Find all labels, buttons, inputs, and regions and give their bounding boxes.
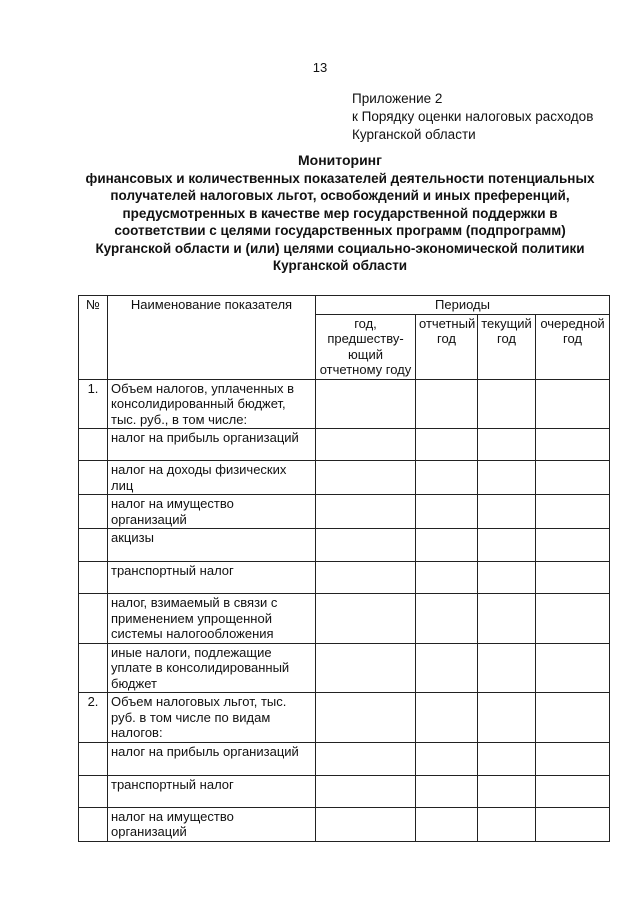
- row-number: [79, 742, 108, 775]
- row-number: [79, 594, 108, 644]
- cell-next-year: [536, 562, 610, 594]
- row-indicator: налог на прибыль организаций: [108, 429, 316, 461]
- row-number: [79, 562, 108, 594]
- cell-next-year: [536, 429, 610, 461]
- appendix-line-3: Курганской области: [352, 127, 476, 142]
- row-number: [79, 807, 108, 841]
- cell-next-year: [536, 775, 610, 807]
- cell-current-year: [478, 807, 536, 841]
- cell-next-year: [536, 379, 610, 429]
- row-number: [79, 643, 108, 693]
- row-indicator: иные налоги, подлежащие уплате в консолидированный бюджет: [108, 643, 316, 693]
- cell-current-year: [478, 742, 536, 775]
- cell-current-year: [478, 693, 536, 743]
- row-number: 2.: [79, 693, 108, 743]
- cell-reporting-year: [416, 562, 478, 594]
- cell-next-year: [536, 693, 610, 743]
- table-row: [79, 807, 610, 841]
- cell-next-year: [536, 643, 610, 693]
- document-title: [60, 152, 620, 275]
- cell-reporting-year: [416, 495, 478, 529]
- column-header-periods: Периоды: [316, 296, 610, 315]
- cell-reporting-year: [416, 693, 478, 743]
- row-indicator: Объем налогов, уплаченных в консолидированный бюджет, тыс. руб., в том числе:: [108, 379, 316, 429]
- row-indicator: акцизы: [108, 529, 316, 562]
- column-header-previous-year: год, предшеству-ющий отчетному году: [316, 314, 416, 379]
- cell-reporting-year: [416, 529, 478, 562]
- row-indicator: налог, взимаемый в связи с применением упрощенной системы налогообложения: [108, 594, 316, 644]
- cell-current-year: [478, 594, 536, 644]
- cell-previous-year: [316, 562, 416, 594]
- title-line-6: Курганской области: [272, 258, 408, 273]
- cell-reporting-year: [416, 594, 478, 644]
- row-number: [79, 529, 108, 562]
- cell-current-year: [478, 529, 536, 562]
- cell-previous-year: [316, 429, 416, 461]
- column-header-indicator: Наименование показателя: [108, 296, 316, 380]
- table-row: [79, 562, 610, 594]
- row-number: [79, 461, 108, 495]
- column-header-next-year: очередной год: [536, 314, 610, 379]
- cell-previous-year: [316, 495, 416, 529]
- cell-current-year: [478, 429, 536, 461]
- table-row: [79, 379, 610, 429]
- table-row: [79, 594, 610, 644]
- cell-reporting-year: [416, 643, 478, 693]
- cell-previous-year: [316, 693, 416, 743]
- cell-next-year: [536, 807, 610, 841]
- title-line-4: соответствии с целями государственных программ (подпрограмм): [114, 223, 566, 238]
- cell-previous-year: [316, 643, 416, 693]
- cell-previous-year: [316, 775, 416, 807]
- title-line-1: финансовых и количественных показателей деятельности потенциальных: [85, 170, 595, 186]
- cell-current-year: [478, 461, 536, 495]
- cell-current-year: [478, 562, 536, 594]
- table-row: [79, 775, 610, 807]
- cell-next-year: [536, 461, 610, 495]
- cell-previous-year: [316, 461, 416, 495]
- appendix-reference: [352, 90, 593, 144]
- monitoring-table: [78, 295, 610, 842]
- row-number: [79, 429, 108, 461]
- appendix-line-1: Приложение 2: [352, 91, 443, 106]
- cell-next-year: [536, 529, 610, 562]
- column-header-number: №: [79, 296, 108, 380]
- column-header-current-year: текущий год: [478, 314, 536, 379]
- cell-reporting-year: [416, 379, 478, 429]
- cell-next-year: [536, 742, 610, 775]
- table-row: [79, 495, 610, 529]
- table-row: [79, 742, 610, 775]
- cell-reporting-year: [416, 429, 478, 461]
- cell-previous-year: [316, 742, 416, 775]
- row-indicator: налог на имущество организаций: [108, 495, 316, 529]
- table-row: [79, 461, 610, 495]
- cell-next-year: [536, 594, 610, 644]
- cell-previous-year: [316, 807, 416, 841]
- row-indicator: транспортный налог: [108, 775, 316, 807]
- row-indicator: налог на прибыль организаций: [108, 742, 316, 775]
- row-indicator: налог на имущество организаций: [108, 807, 316, 841]
- title-line-2: получателей налоговых льгот, освобождений и иных преференций,: [110, 188, 570, 203]
- cell-reporting-year: [416, 775, 478, 807]
- cell-current-year: [478, 643, 536, 693]
- table-row: [79, 529, 610, 562]
- cell-reporting-year: [416, 807, 478, 841]
- cell-reporting-year: [416, 461, 478, 495]
- row-number: 1.: [79, 379, 108, 429]
- cell-previous-year: [316, 529, 416, 562]
- table-row: [79, 693, 610, 743]
- page-number: 13: [312, 60, 328, 75]
- title-main: Мониторинг: [298, 152, 382, 168]
- table-row: [79, 643, 610, 693]
- cell-current-year: [478, 775, 536, 807]
- title-line-3: предусмотренных в качестве мер государственной поддержки в: [122, 205, 558, 221]
- row-number: [79, 495, 108, 529]
- row-indicator: налог на доходы физических лиц: [108, 461, 316, 495]
- cell-previous-year: [316, 594, 416, 644]
- cell-current-year: [478, 495, 536, 529]
- cell-previous-year: [316, 379, 416, 429]
- cell-reporting-year: [416, 742, 478, 775]
- table-row: [79, 429, 610, 461]
- column-header-reporting-year: отчетный год: [416, 314, 478, 379]
- row-number: [79, 775, 108, 807]
- row-indicator: Объем налоговых льгот, тыс. руб. в том числе по видам налогов:: [108, 693, 316, 743]
- cell-current-year: [478, 379, 536, 429]
- appendix-line-2: к Порядку оценки налоговых расходов: [352, 109, 594, 124]
- row-indicator: транспортный налог: [108, 562, 316, 594]
- cell-next-year: [536, 495, 610, 529]
- title-line-5: Курганской области и (или) целями социально-экономической политики: [95, 240, 585, 256]
